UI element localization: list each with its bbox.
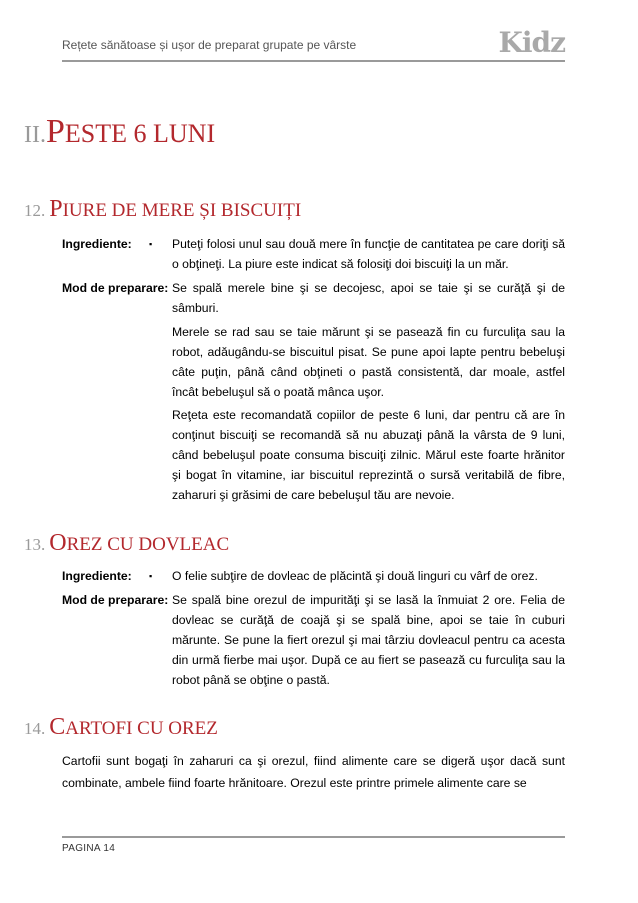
kidz-logo: Kidz: [498, 26, 565, 59]
bullet-icon: ▪: [149, 239, 153, 249]
ingredients-text: O felie subţire de dovleac de plăcintă şi două linguri cu vârf de orez.: [172, 569, 538, 583]
recipe-number: 12.: [24, 201, 46, 220]
method-row: [62, 405, 565, 505]
ingredients-row: [62, 234, 565, 274]
page-header: [62, 28, 565, 58]
header-divider: [62, 60, 565, 62]
method-text: Se spală merele bine şi se decojesc, apoi se taie şi se curăţă şi de sâmburi.: [172, 281, 565, 315]
ingredients-text: Puteţi folosi unul sau două mere în funcţie de cantitatea pe care doriţi să o obţineţi. La piure este indicat să folosiţi doi biscuiţi la un măr.: [172, 237, 565, 271]
ingredients-row: [62, 566, 565, 586]
method-text: Reţeta este recomandată copiilor de peste 6 luni, dar pentru că are în conţinut biscuiţi se recomandă să nu abuzaţi până la vârsta de 9 luni, când bebeluşul poate consuma biscuiţi zilnic. Mărul este foarte hrănitor şi bogat în vitamine, iar biscuitul reprezintă o sursă veritabilă de fibre, zaharuri şi grăsimi de care bebeluşul tău are nevoie.: [172, 408, 565, 502]
recipe-title-rest: IURE DE MERE ȘI BISCUIȚI: [62, 200, 302, 221]
method-row: [62, 322, 565, 402]
method-text: Merele se rad sau se taie mărunt şi se pasează fin cu furculiţa sau la robot, adăugându-se biscuitul pisat. Se pune apoi lapte pentru bebeluşi câte puţin, până când obţineti o pastă consistentă, dar moale, astfel încât bebeluşul să o poată mânca uşor.: [172, 325, 565, 399]
recipe-number: 14.: [24, 719, 46, 738]
recipe-title-initial: C: [49, 714, 66, 740]
recipe-title-initial: O: [49, 530, 67, 556]
recipe-heading-14: [24, 712, 218, 745]
recipe-title-rest: ARTOFI CU OREZ: [65, 718, 218, 739]
recipe-heading-13: [24, 528, 229, 561]
method-row: [62, 278, 565, 318]
recipe-title-initial: P: [49, 196, 63, 222]
section-heading: [24, 112, 215, 158]
method-row: [62, 590, 565, 690]
recipe-paragraph: Cartofii sunt bogaţi în zaharuri ca şi orezul, fiind alimente care se digeră uşor dacă sunt combinate, ambele fiind foarte hrănitoare. Orezul este printre primele alimente care se: [62, 754, 565, 790]
page-number: PAGINA 14: [62, 843, 116, 854]
method-label: Mod de preparare:: [62, 593, 169, 607]
recipe-heading-12: [24, 194, 301, 227]
section-title-rest: ESTE 6 LUNI: [64, 119, 216, 148]
recipe-title-rest: REZ CU DOVLEAC: [66, 534, 230, 555]
footer-divider: [62, 836, 565, 838]
ingredients-label: Ingrediente:: [62, 237, 132, 251]
ingredients-label: Ingrediente:: [62, 569, 132, 583]
method-text: Se spală bine orezul de impurităţi şi se lasă la înmuiat 2 ore. Felia de dovleac se curăţă de coajă şi se spală bine, apoi se taie în cuburi mărunte. Se pune la fiert orezul şi mai târziu dovleacul pentru ca acesta din urmă fierbe mai uşor. După ce au fiert se pasează cu furculiţa sau la robot până se obţine o pastă.: [172, 593, 565, 687]
recipe-number: 13.: [24, 535, 46, 554]
header-title: Rețete sănătoase și ușor de preparat grupate pe vârste: [62, 38, 357, 52]
section-number: II.: [24, 122, 46, 148]
bullet-icon: ▪: [149, 571, 153, 581]
section-title-initial: P: [45, 113, 65, 150]
method-label: Mod de preparare:: [62, 281, 169, 295]
